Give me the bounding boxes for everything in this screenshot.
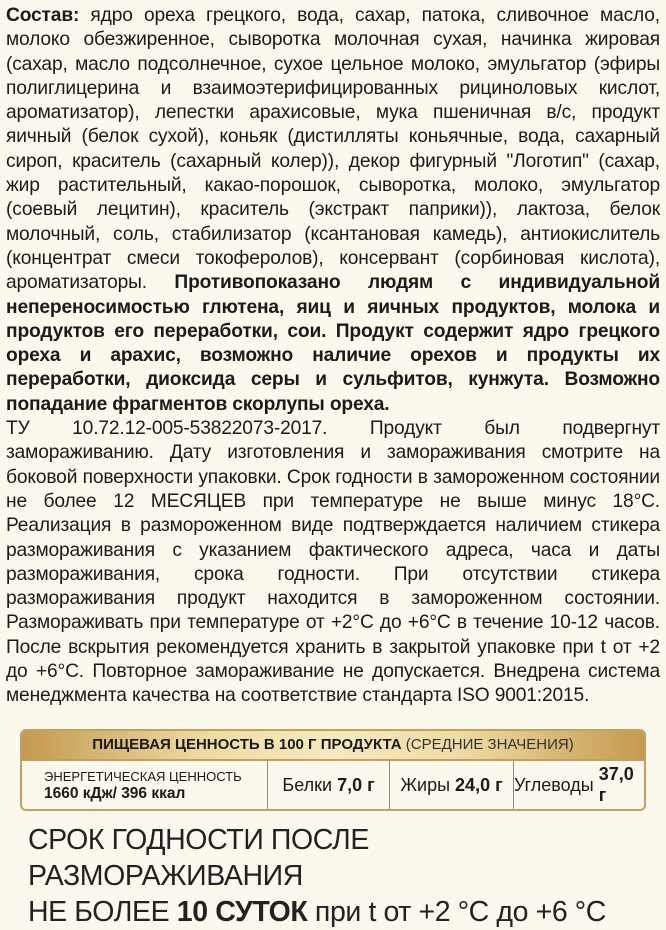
fat-label: Жиры xyxy=(400,774,451,795)
composition-paragraph xyxy=(6,4,660,417)
nutrition-row xyxy=(22,761,644,809)
protein-value: 7,0 г xyxy=(337,774,375,795)
composition-block xyxy=(6,4,660,709)
carbs-label: Углеводы xyxy=(514,774,594,795)
carbs-cell xyxy=(514,761,644,809)
footer-days: 10 СУТОК xyxy=(176,896,308,928)
footer-suffix: при t от +2 °С до +6 °С xyxy=(307,896,606,928)
energy-cell xyxy=(22,761,268,809)
nutrition-header-title: ПИЩЕВАЯ ЦЕННОСТЬ В 100 Г ПРОДУКТА xyxy=(92,736,402,753)
footer-line-1: СРОК ГОДНОСТИ ПОСЛЕ РАЗМОРАЖИВАНИЯ xyxy=(28,824,369,892)
ingredients-text: ядро ореха грецкого, вода, сахар, патока, сливочное масло, молоко обезжиренное, сыворотка молочная сухая, начинка жировая (сахар, масло подсолнечное, сухое цельное молоко, эмульгатор (эфиры полиглицерина и взаимоэтерифицированных рициноловых кислот, ароматизатор), лепестки арахисовые, мука пшеничная в/с, продукт яичный (белок сухой), коньяк (дистилляты коньячные, вода, сахарный сироп, краситель (сахарный колер)), декор фигурный "Логотип" (сахар, жир растительный, какао-порошок, сыворотка, молоко, эмульгатор (соевый лецитин), краситель (экстракт паприки)), лактоза, белок молочный, соль, стабилизатор (ксантановая камедь), антиокислитель (концентрат смеси токоферолов), консервант (сорбиновая кислота), ароматизаторы. xyxy=(6,5,660,294)
shelf-life-footer xyxy=(28,822,648,930)
protein-cell xyxy=(268,761,390,809)
protein-label: Белки xyxy=(282,774,333,795)
composition-heading: Состав: xyxy=(6,5,80,26)
fat-value: 24,0 г xyxy=(455,774,503,795)
footer-line-2 xyxy=(28,894,648,930)
energy-label: ЭНЕРГЕТИЧЕСКАЯ ЦЕННОСТЬ xyxy=(44,769,242,784)
nutrition-header-note: (СРЕДНИЕ ЗНАЧЕНИЯ) xyxy=(401,736,574,753)
fat-cell xyxy=(390,761,514,809)
energy-value: 1660 кДж/ 396 ккал xyxy=(44,785,186,802)
footer-prefix: НЕ БОЛЕЕ xyxy=(28,896,177,928)
nutrition-table xyxy=(20,729,646,811)
nutrition-header xyxy=(22,731,644,761)
storage-paragraph: ТУ 10.72.12-005-53822073-2017. Продукт был подвергнут замораживанию. Дату изготовления и замораживания смотрите на боковой поверхности упаковки. Срок годности в замороженном состоянии не более 12 МЕСЯЦЕВ при температуре не выше минус 18°С. Реализация в размороженном виде подтверждается наличием стикера размораживания с указанием фактического адреса, часа и даты размораживания, срока годности. При отсутствии стикера размораживания продукт находится в замороженном состоянии. Размораживать при температуре от +2°С до +6°С в течение 10-12 часов. После вскрытия рекомендуется хранить в закрытой упаковке при t от +2 до +6°С. Повторное замораживание не допускается. Внедрена система менеджмента качества на соответствие стандарта ISO 9001:2015. xyxy=(6,418,660,707)
allergen-warning: Противопоказано людям с индивидуальной непереносимостью глютена, яиц и яичных продуктов, молока и продуктов его переработки, сои. Продукт содержит ядро грецкого ореха и арахис, возможно наличие орехов и продукты их переработки, диоксида серы и сульфитов, кунжута. Возможно попадание фрагментов скорлупы ореха. xyxy=(6,272,660,415)
carbs-value: 37,0 г xyxy=(598,764,634,805)
